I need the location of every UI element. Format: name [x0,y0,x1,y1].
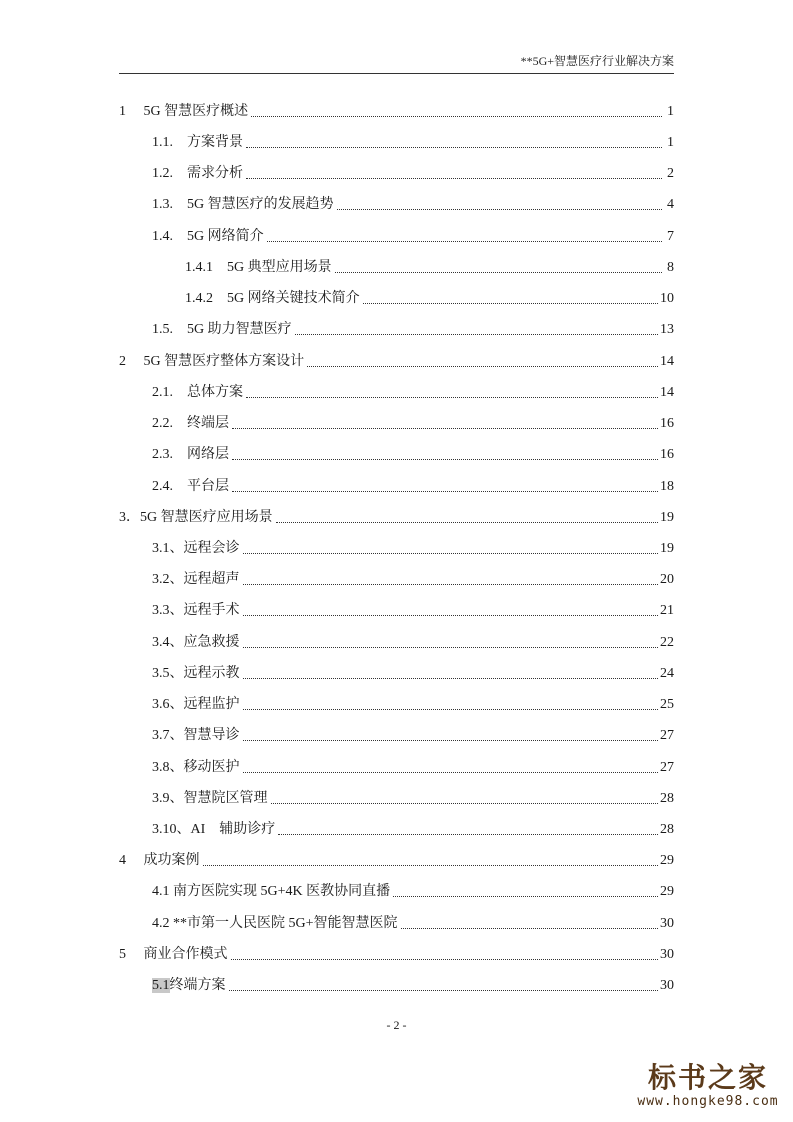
toc-dot-leader [363,302,658,304]
toc-entry-page: 16 [660,447,674,462]
toc-entry-label: 4 成功案例 [119,853,200,868]
toc-dot-leader [203,864,659,866]
toc-entry[interactable] [152,226,674,248]
toc-entry-label: 4.1 南方医院实现 5G+4K 医教协同直播 [152,884,391,899]
toc-entry-page: 25 [660,697,674,712]
toc-entry-page: 21 [660,603,674,618]
toc-entry-label: 3.6、远程监护 [152,697,240,712]
toc-entry[interactable] [152,757,674,779]
toc-entry-label: 3.1、远程会诊 [152,541,240,556]
toc-entry[interactable] [152,881,674,903]
toc-entry[interactable] [119,944,674,966]
toc-entry-label: 3.4、应急救援 [152,635,240,650]
toc-entry[interactable] [152,694,674,716]
toc-entry-label: 3.5、远程示教 [152,666,240,681]
toc-entry-label: 2 5G 智慧医疗整体方案设计 [119,354,305,369]
toc-entry-number-highlight: 5.1 [152,978,170,993]
toc-entry-label: 1 5G 智慧医疗概述 [119,104,249,119]
toc-dot-leader [401,927,658,929]
toc-entry[interactable] [152,725,674,747]
running-header-title: **5G+智慧医疗行业解决方案 [520,54,674,68]
toc-entry-label: 1.4.2 5G 网络关键技术简介 [185,291,360,306]
toc-entry[interactable] [152,975,674,997]
toc-entry[interactable] [119,101,674,123]
toc-entry[interactable] [185,257,674,279]
toc-entry-text: 终端方案 [169,978,226,993]
watermark-logo [633,1062,783,1110]
toc-dot-leader [335,271,662,273]
toc-entry-label: 1.5. 5G 助力智慧医疗 [152,322,292,337]
toc-entry-page: 13 [660,322,674,337]
toc-entry[interactable] [119,507,674,529]
toc-dot-leader [243,708,659,710]
toc-entry-page: 22 [660,635,674,650]
toc-dot-leader [232,490,658,492]
toc-entry-page: 29 [660,853,674,868]
toc-entry-page: 30 [660,978,674,993]
toc-dot-leader [243,771,659,773]
toc-entry[interactable] [152,819,674,841]
toc-entry-label: 3.7、智慧导诊 [152,728,240,743]
toc-dot-leader [232,458,658,460]
toc-dot-leader [251,115,662,117]
toc-entry-label: 3.3、远程手术 [152,603,240,618]
toc-entry[interactable] [152,569,674,591]
toc-entry-page: 1 [667,104,674,119]
toc-entry[interactable] [185,288,674,310]
toc-entry-page: 20 [660,572,674,587]
toc-entry-page: 7 [667,229,674,244]
toc-entry[interactable] [152,788,674,810]
toc-entry[interactable] [152,444,674,466]
toc-entry[interactable] [152,632,674,654]
toc-dot-leader [243,739,659,741]
toc-entry[interactable] [152,163,674,185]
toc-dot-leader [271,802,659,804]
toc-dot-leader [246,396,658,398]
toc-entry-page: 1 [667,135,674,150]
toc-entry[interactable] [152,476,674,498]
toc-entry[interactable] [152,194,674,216]
toc-entry[interactable] [119,351,674,373]
toc-entry-label: 3.9、智慧院区管理 [152,791,268,806]
toc-entry-page: 14 [660,385,674,400]
toc-entry-label: 2.4. 平台层 [152,479,229,494]
toc-entry-page: 18 [660,479,674,494]
toc-dot-leader [337,208,662,210]
toc-entry-page: 8 [667,260,674,275]
watermark-url: www.hongke98.com [637,1094,779,1109]
toc-entry[interactable] [152,913,674,935]
toc-dot-leader [246,177,662,179]
toc-dot-leader [276,521,658,523]
toc-dot-leader [307,365,658,367]
toc-entry-label: 2.1. 总体方案 [152,385,243,400]
toc-entry[interactable] [152,319,674,341]
toc-entry-page: 14 [660,354,674,369]
toc-entry-label: 2.2. 终端层 [152,416,229,431]
toc-entry-label: 1.4. 5G 网络简介 [152,229,264,244]
toc-dot-leader [243,646,659,648]
toc-entry-label: 1.4.1 5G 典型应用场景 [185,260,332,275]
toc-entry-label: 4.2 **市第一人民医院 5G+智能智慧医院 [152,916,398,931]
watermark-brand: 标书之家 [647,1061,768,1094]
toc-entry-label: 3．5G 智慧医疗应用场景 [119,510,273,525]
toc-entry-label: 3.2、远程超声 [152,572,240,587]
toc-dot-leader [231,958,659,960]
toc-dot-leader [243,677,659,679]
toc-entry[interactable] [119,850,674,872]
toc-entry-page: 27 [660,728,674,743]
toc-entry-page: 28 [660,791,674,806]
toc-dot-leader [246,146,662,148]
toc-entry-page: 24 [660,666,674,681]
toc-entry-page: 30 [660,947,674,962]
toc-entry[interactable] [152,413,674,435]
toc-entry-page: 16 [660,416,674,431]
toc-dot-leader [243,552,659,554]
toc-dot-leader [229,989,659,991]
toc-entry-page: 19 [660,510,674,525]
toc-entry-page: 10 [660,291,674,306]
toc-entry-label: 3.8、移动医护 [152,760,240,775]
toc-entry[interactable] [152,663,674,685]
toc-entry[interactable] [152,132,674,154]
toc-entry[interactable] [152,382,674,404]
toc-entry[interactable] [152,600,674,622]
page-number: - 2 - [386,1018,407,1032]
toc-dot-leader [232,427,658,429]
toc-entry-label: 5 商业合作模式 [119,947,228,962]
toc-entry-page: 2 [667,166,674,181]
toc-dot-leader [243,614,659,616]
toc-dot-leader [267,240,662,242]
toc-entry-page: 30 [660,916,674,931]
toc-dot-leader [243,583,659,585]
toc-entry-page: 29 [660,884,674,899]
table-of-contents [119,0,674,1000]
toc-dot-leader [278,833,658,835]
toc-entry-page: 4 [667,197,674,212]
toc-entry-page: 27 [660,760,674,775]
toc-entry-label: 3.10、AI 辅助诊疗 [152,822,276,837]
toc-entry-label: 1.3. 5G 智慧医疗的发展趋势 [152,197,334,212]
toc-entry-page: 19 [660,541,674,556]
toc-entry-label: 1.2. 需求分析 [152,166,243,181]
toc-entry-label [152,975,226,997]
toc-entry[interactable] [152,538,674,560]
toc-entry-label: 1.1. 方案背景 [152,135,243,150]
toc-entry-label: 2.3. 网络层 [152,447,229,462]
toc-dot-leader [393,895,658,897]
toc-entry-page: 28 [660,822,674,837]
toc-dot-leader [295,333,658,335]
